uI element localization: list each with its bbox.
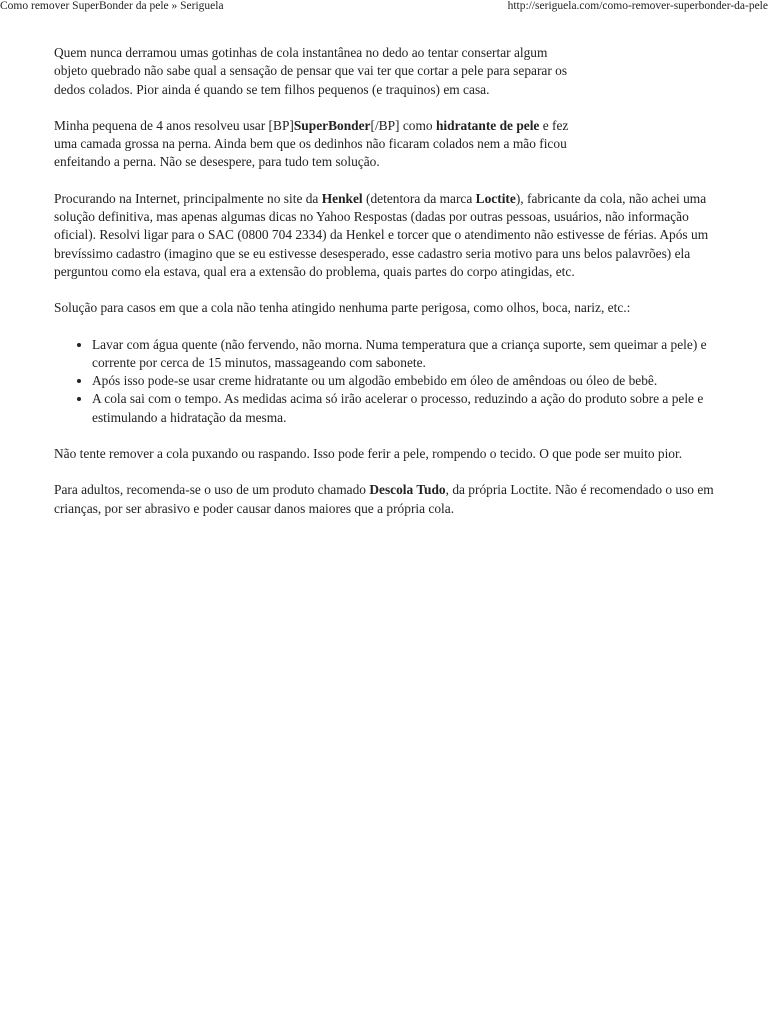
text-run: Procurando na Internet, principalmente no site da [54,190,322,206]
solution-list [54,336,716,427]
text-run: , da própria Loctite. Não é recomendado o uso em crianças, por ser abrasivo e poder causar danos maiores que a própria cola. [54,482,714,516]
text-run: e fez uma camada grossa na perna. Ainda bem que os dedinhos não ficaram colados nem a mão ficou enfeitando a perna. Não se desespere, para tudo tem solução. [54,117,569,170]
bold-descola-tudo: Descola Tudo [369,482,446,498]
page-title: Como remover SuperBonder da pele » Seriguela [0,0,224,12]
text-run: Minha pequena de 4 anos resolveu usar [BP] [54,117,294,133]
paragraph-story [54,117,574,172]
list-item: • Lavar com água quente (não fervendo, não morna. Numa temperatura que a criança suporte, sem queimar a pele) e corrente por cerca de 15 minutos, massageando com sabonete. [92,336,716,373]
paragraph-research [54,190,716,281]
text-run: ), fabricante da cola, não achei uma solução definitiva, mas apenas algumas dicas no Yahoo Respostas (dadas por outras pessoas, usuários, não informação oficial). Resolvi ligar para o SAC (0800 704 2334) da Henkel e torcer que o atendimento não estivesse de férias. Após um brevíssimo cadastro (imagino que se eu estivesse desesperado, esse cadastro seria motivo para uns belos palavrões) ela perguntou como ela estava, qual era a extensão do problema, quais partes do corpo atingidas, etc. [54,190,709,279]
paragraph-warning: Não tente remover a cola puxando ou raspando. Isso pode ferir a pele, rompendo o tecido. O que pode ser muito pior. [54,446,683,462]
text-run: [/BP] como [370,117,436,133]
paragraph-intro: Quem nunca derramou umas gotinhas de cola instantânea no dedo ao tentar consertar algum objeto quebrado não sabe qual a sensação de pensar que vai ter que cortar a pele para separar os dedos colados. Pior ainda é quando se tem filhos pequenos (e traquinos) em casa. [54,45,568,97]
paragraph-solution-intro: Solução para casos em que a cola não tenha atingido nenhuma parte perigosa, como olhos, boca, nariz, etc.: [54,300,631,316]
article-body [54,44,716,536]
bold-loctite: Loctite [475,190,516,206]
bold-hidratante: hidratante de pele [435,117,540,133]
bold-henkel: Henkel [321,190,363,206]
bold-superbonder: SuperBonder [293,117,371,133]
text-run: Para adultos, recomenda-se o uso de um produto chamado [54,482,370,498]
list-item: • A cola sai com o tempo. As medidas acima só irão acelerar o processo, reduzindo a ação do produto sobre a pele e estimulando a hidratação da mesma. [92,390,716,427]
paragraph-adults [54,481,716,518]
text-run: (detentora da marca [362,190,476,206]
page-url: http://seriguela.com/como-remover-superbonder-da-pele [507,0,768,12]
print-header [0,0,768,14]
list-item: • Após isso pode-se usar creme hidratante ou um algodão embebido em óleo de amêndoas ou óleo de bebê. [92,372,716,390]
